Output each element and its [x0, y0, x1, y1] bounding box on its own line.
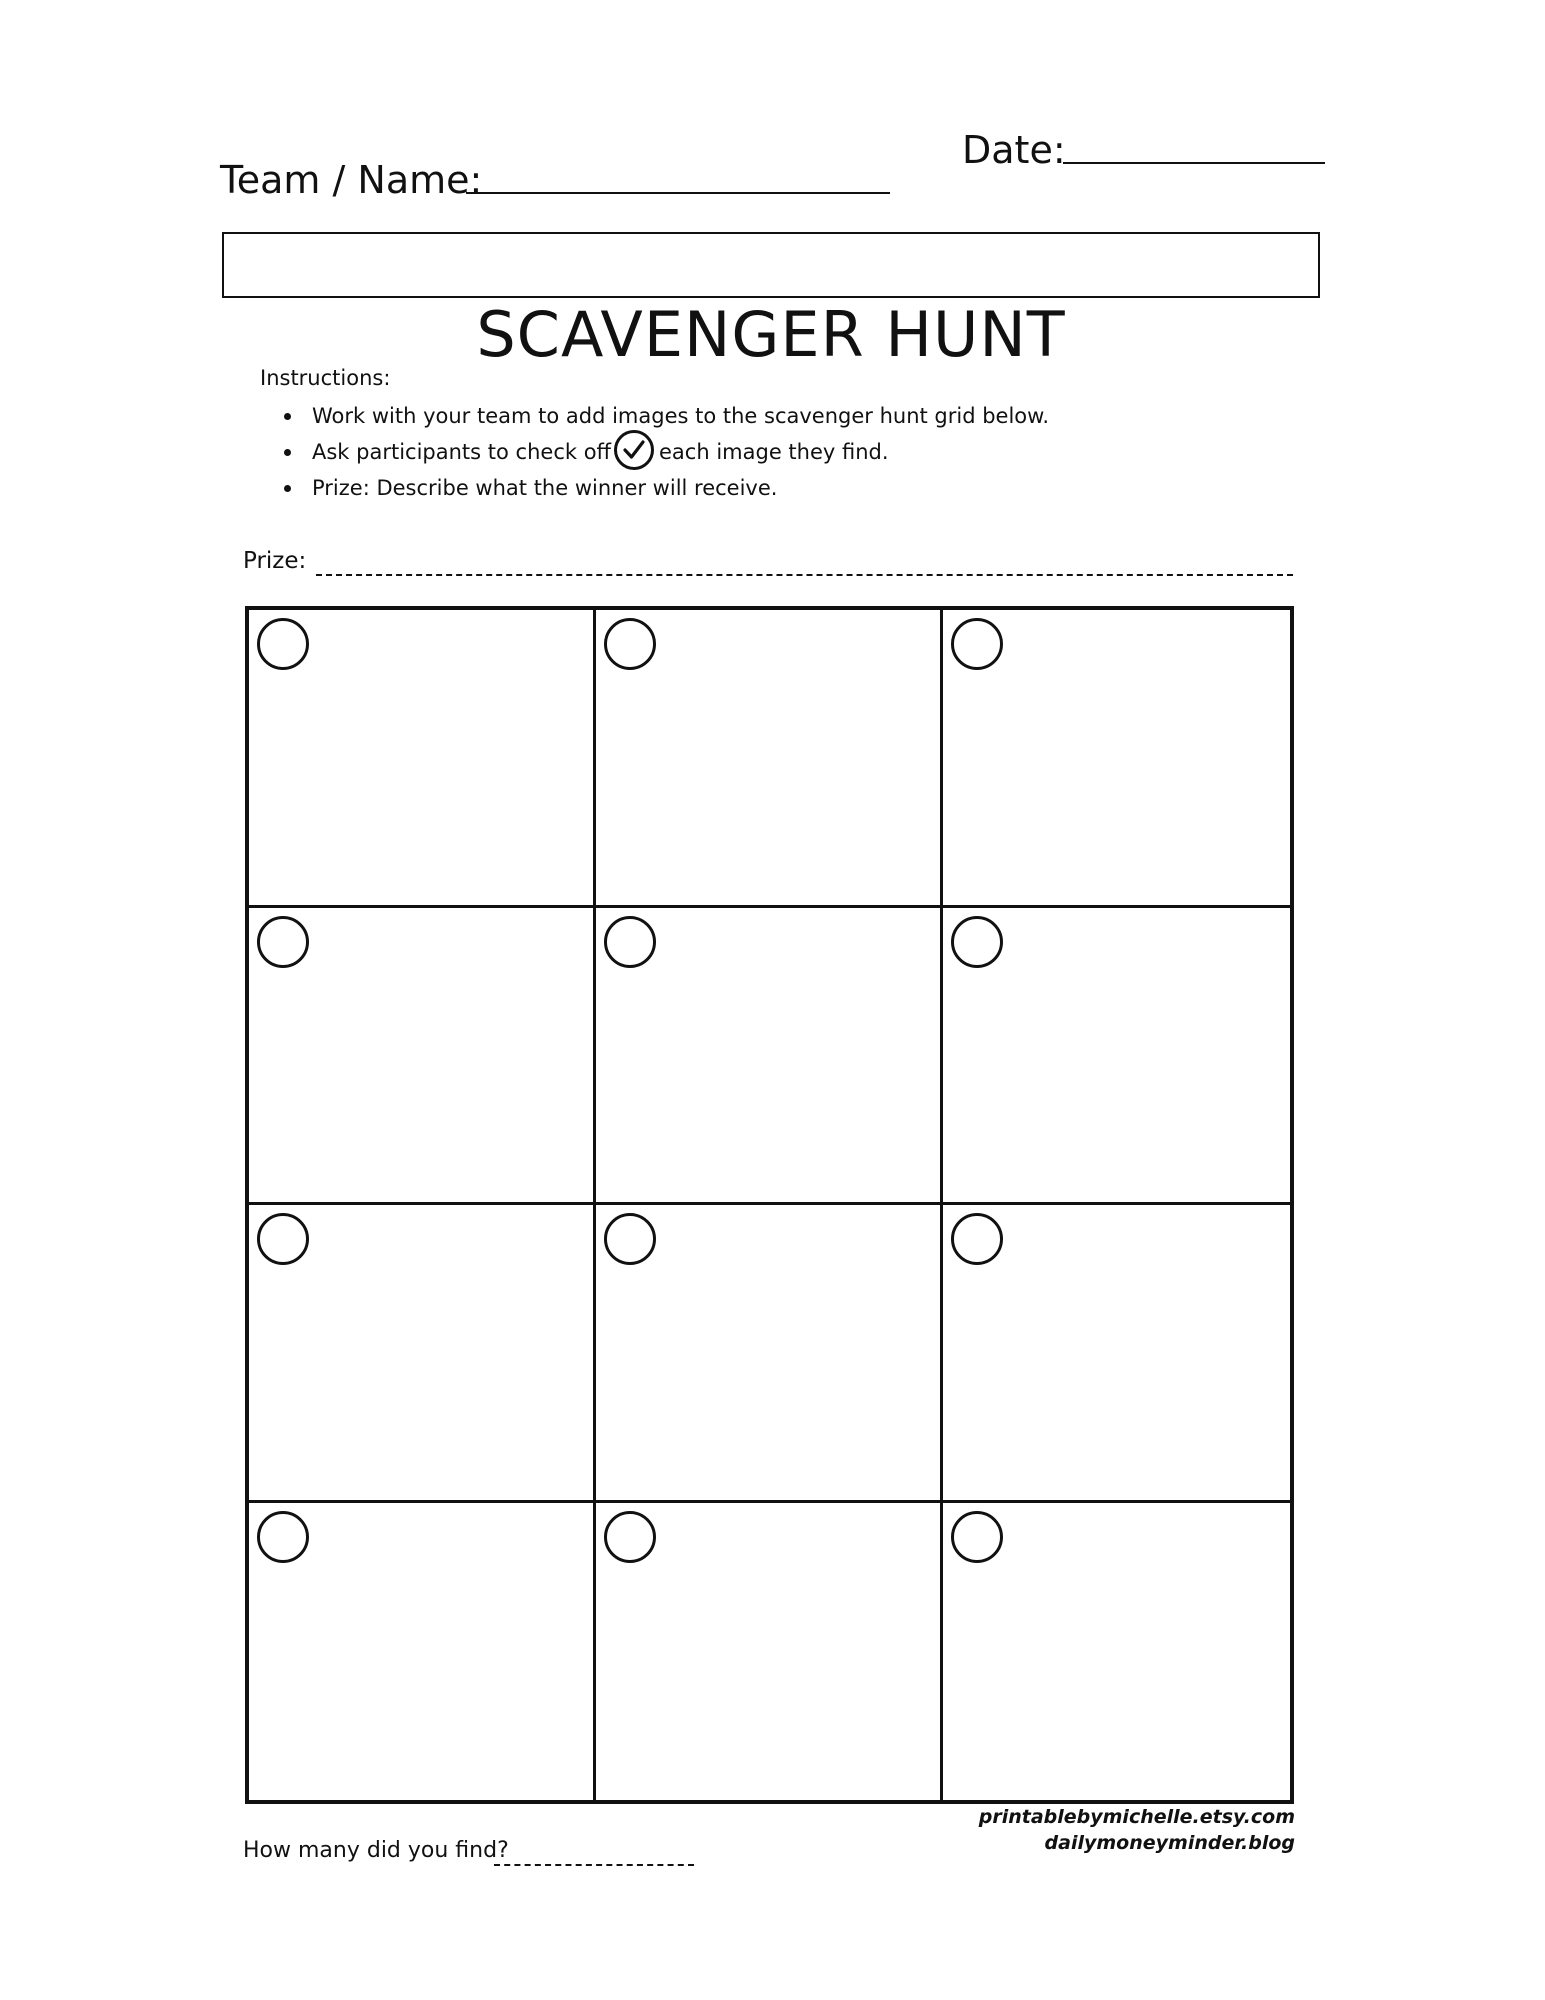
grid-cell[interactable] [249, 1205, 596, 1503]
grid-cell[interactable] [249, 908, 596, 1206]
list-item [282, 434, 1049, 470]
prize-field[interactable] [316, 574, 1293, 576]
page-title: SCAVENGER HUNT [476, 298, 1066, 371]
instruction-text: Ask participants to check off [312, 440, 612, 464]
empty-circle-icon[interactable] [257, 618, 309, 670]
empty-circle-icon[interactable] [257, 1511, 309, 1563]
empty-circle-icon[interactable] [604, 1511, 656, 1563]
check-circle-icon [613, 429, 655, 471]
credit-etsy: printablebymichelle.etsy.com [978, 1806, 1295, 1828]
instruction-text: Work with your team to add images to the scavenger hunt grid below. [312, 404, 1050, 428]
grid-cell[interactable] [943, 1205, 1290, 1503]
grid-cell[interactable] [943, 1503, 1290, 1801]
grid-cell[interactable] [249, 1503, 596, 1801]
title-box[interactable] [222, 232, 1320, 298]
bullet-icon [284, 485, 291, 492]
grid-cell[interactable] [249, 610, 596, 908]
instruction-text: Prize: Describe what the winner will receive. [312, 476, 778, 500]
empty-circle-icon[interactable] [951, 916, 1003, 968]
grid-cell[interactable] [596, 1205, 943, 1503]
grid-cell[interactable] [596, 1503, 943, 1801]
list-item [282, 398, 1049, 434]
empty-circle-icon[interactable] [257, 1213, 309, 1265]
found-count-field[interactable] [494, 1864, 694, 1866]
found-count-label: How many did you find? [243, 1838, 509, 1863]
instruction-text: each image they find. [659, 440, 889, 464]
list-item [282, 470, 1049, 506]
bullet-icon [284, 413, 291, 420]
empty-circle-icon[interactable] [951, 1511, 1003, 1563]
scavenger-grid [245, 606, 1294, 1804]
grid-cell[interactable] [943, 908, 1290, 1206]
grid-cell[interactable] [596, 908, 943, 1206]
prize-label: Prize: [243, 548, 307, 574]
date-label: Date: [962, 128, 1066, 172]
team-name-field[interactable] [466, 192, 890, 194]
date-field[interactable] [1063, 162, 1325, 164]
credit-blog: dailymoneyminder.blog [1044, 1832, 1295, 1854]
empty-circle-icon[interactable] [604, 916, 656, 968]
empty-circle-icon[interactable] [604, 1213, 656, 1265]
empty-circle-icon[interactable] [604, 618, 656, 670]
grid-cell[interactable] [943, 610, 1290, 908]
instructions-label: Instructions: [260, 366, 391, 390]
empty-circle-icon[interactable] [951, 1213, 1003, 1265]
bullet-icon [284, 449, 291, 456]
empty-circle-icon[interactable] [257, 916, 309, 968]
empty-circle-icon[interactable] [951, 618, 1003, 670]
grid-cell[interactable] [596, 610, 943, 908]
instructions-list [282, 398, 1049, 506]
team-name-label: Team / Name: [220, 158, 483, 202]
